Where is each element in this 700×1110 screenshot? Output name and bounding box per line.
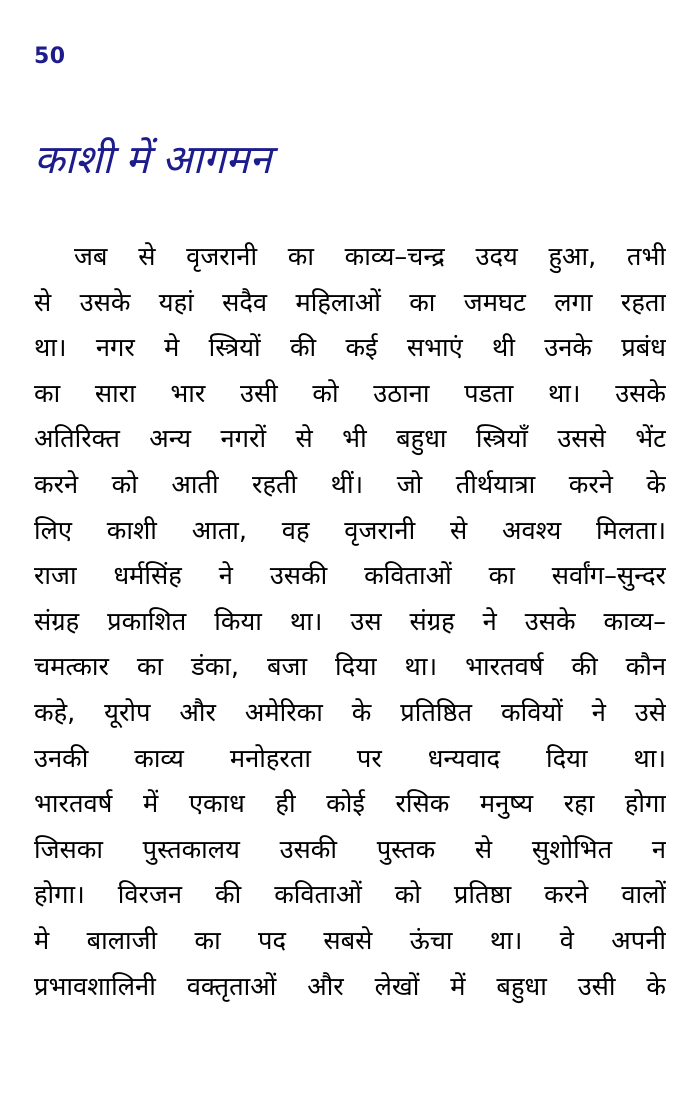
text-line: होगा। विरजन की कविताओं को प्रतिष्ठा करने वालों (34, 880, 666, 911)
text-line: था। नगर मे स्त्रियों की कई सभाएं थी उनके प्रबंध (34, 333, 666, 364)
page-number: 50 (34, 44, 66, 69)
text-line: मे बालाजी का पद सबसे ऊंचा था। वे अपनी (34, 925, 666, 956)
text-line: कहे, यूरोप और अमेरिका के प्रतिष्ठित कवियों ने उसे (34, 697, 666, 728)
chapter-title: काशी में आगमन (34, 137, 272, 183)
text-line: चमत्कार का डंका, बजा दिया था। भारतवर्ष की कौन (34, 652, 666, 683)
text-line: का सारा भार उसी को उठाना पडता था। उसके (34, 378, 666, 409)
text-line: से उसके यहां सदैव महिलाओं का जमघट लगा रहता (34, 287, 666, 318)
text-line: उनकी काव्य मनोहरता पर धन्यवाद दिया था। (34, 743, 666, 774)
text-line: अतिरिक्त अन्य नगरों से भी बहुधा स्त्रियाँ उससे भेंट (34, 424, 666, 455)
text-line: लिए काशी आता, वह वृजरानी से अवश्य मिलता। (34, 515, 666, 546)
body-text (34, 235, 666, 1010)
text-line: भारतवर्ष में एकाध ही कोई रसिक मनुष्य रहा होगा (34, 789, 666, 820)
text-line: राजा धर्मसिंह ने उसकी कविताओं का सर्वांग–सुन्दर (34, 561, 666, 592)
text-line: प्रभावशालिनी वक्तृताओं और लेखों में बहुधा उसी के (34, 971, 666, 1002)
text-line: संग्रह प्रकाशित किया था। उस संग्रह ने उसके काव्य– (34, 606, 666, 637)
text-line: करने को आती रहती थीं। जो तीर्थयात्रा करने के (34, 469, 666, 500)
text-line: जब से वृजरानी का काव्य–चन्द्र उदय हुआ, तभी (74, 242, 666, 272)
text-line: जिसका पुस्तकालय उसकी पुस्तक से सुशोभित न (34, 834, 666, 865)
